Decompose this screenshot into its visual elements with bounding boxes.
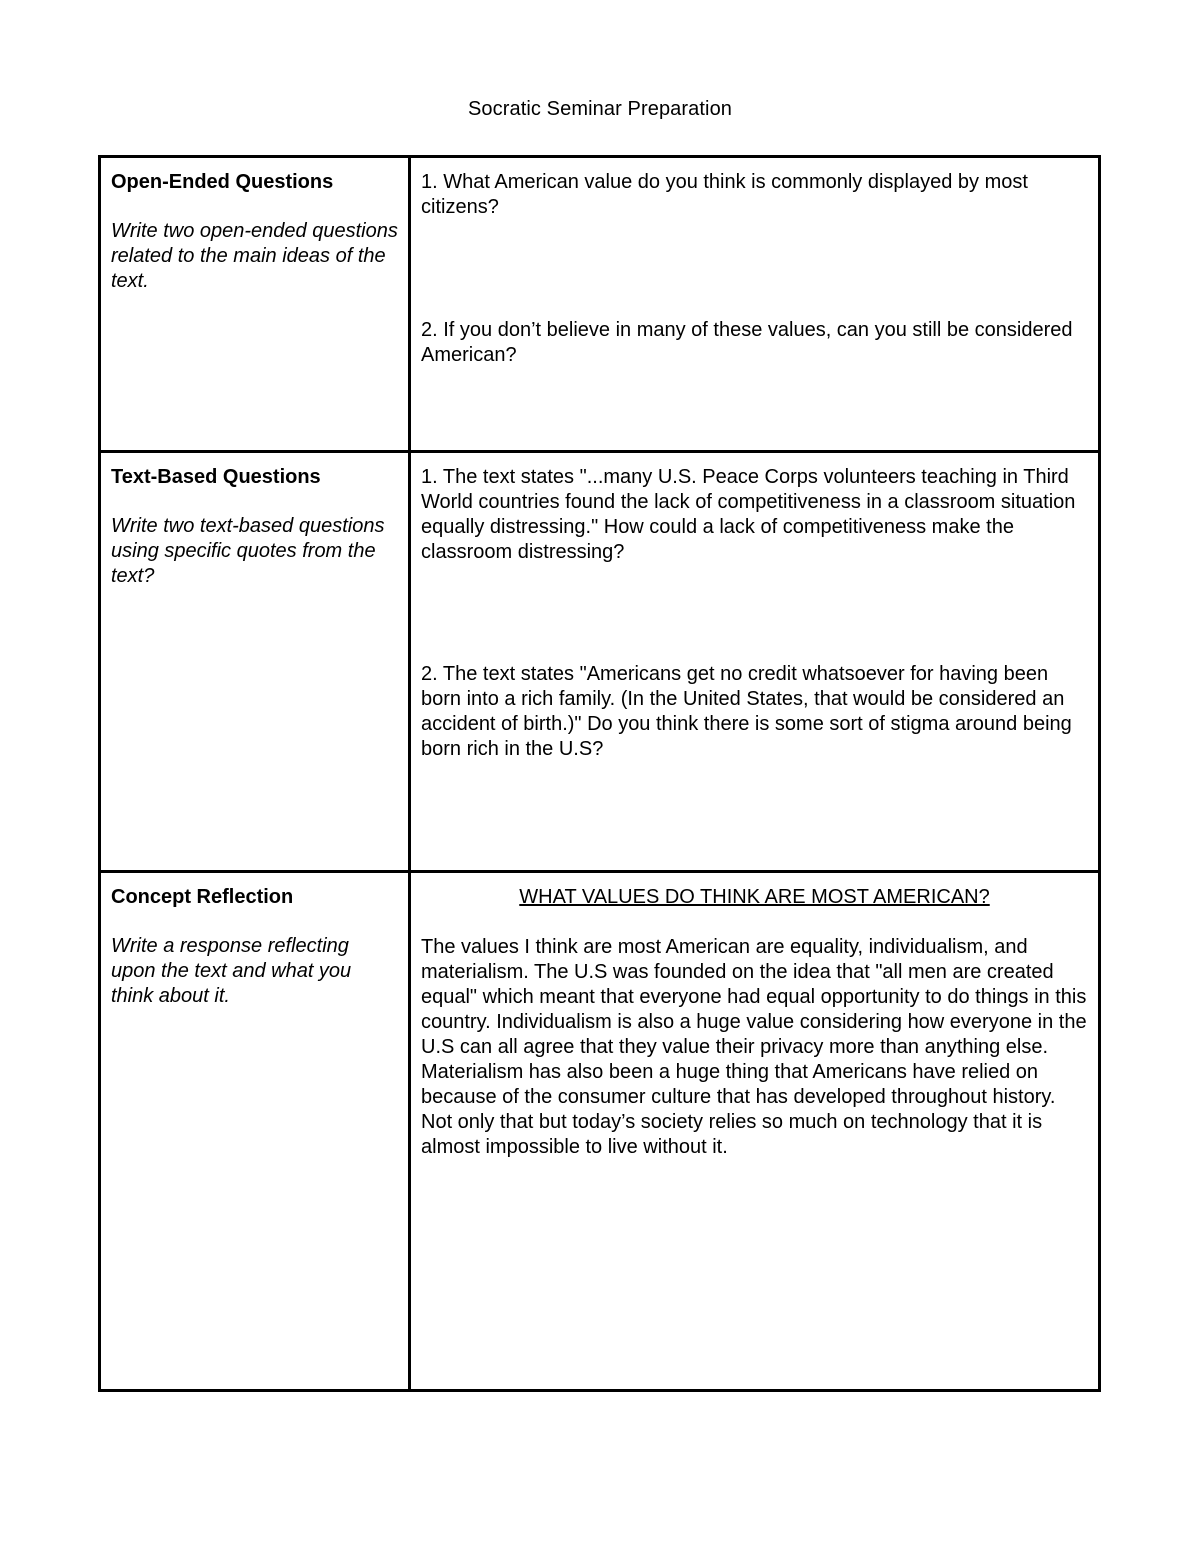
open-ended-question-2: 2. If you don’t believe in many of these values, can you still be considered American?: [421, 319, 1073, 366]
page-title: Socratic Seminar Preparation: [467, 98, 733, 120]
seminar-prep-table: [98, 155, 1101, 1392]
text-based-answer-cell: [410, 452, 1100, 872]
text-based-question-1: 1. The text states "...many U.S. Peace Corps volunteers teaching in Third World countries found the lack of competitiveness in a classroom situation equally distressing." How could a lack of competitiveness make the classroom distressing?: [421, 466, 1076, 563]
concept-reflection-instructions: Write a response reflecting upon the text and what you think about it.: [111, 935, 352, 1007]
open-ended-row: [100, 157, 1100, 452]
concept-reflection-answer-cell: [410, 872, 1100, 1391]
concept-reflection-heading: Concept Reflection: [111, 886, 294, 908]
open-ended-answer-cell: [410, 157, 1100, 452]
open-ended-label-cell: [100, 157, 410, 452]
concept-reflection-row: [100, 872, 1100, 1391]
text-based-instructions: Write two text-based questions using specific quotes from the text?: [111, 515, 385, 587]
reflection-prompt: WHAT VALUES DO THINK ARE MOST AMERICAN?: [519, 886, 990, 908]
text-based-row: [100, 452, 1100, 872]
reflection-response: The values I think are most American are equality, individualism, and materialism. The U.S was founded on the idea that "all men are created equal" which meant that everyone had equal opportunity to do things in this country. Individualism is also a huge value considering how everyone in the U.S can all agree that they value their privacy more than anything else. Materialism has also been a huge thing that Americans have relied on because of the consumer culture that has developed throughout history. Not only that but today’s society relies so much on technology that it is almost impossible to live without it.: [421, 936, 1087, 1158]
concept-reflection-label-cell: [100, 872, 410, 1391]
text-based-heading: Text-Based Questions: [111, 466, 321, 488]
open-ended-question-1: 1. What American value do you think is commonly displayed by most citizens?: [421, 171, 1028, 218]
text-based-label-cell: [100, 452, 410, 872]
open-ended-heading: Open-Ended Questions: [111, 171, 334, 193]
text-based-question-2: 2. The text states "Americans get no credit whatsoever for having been born into a rich family. (In the United States, that would be considered an accident of birth.)" Do you think there is some sort of stigma around being born rich in the U.S?: [421, 663, 1072, 760]
open-ended-instructions: Write two open-ended questions related to the main ideas of the text.: [111, 220, 398, 292]
